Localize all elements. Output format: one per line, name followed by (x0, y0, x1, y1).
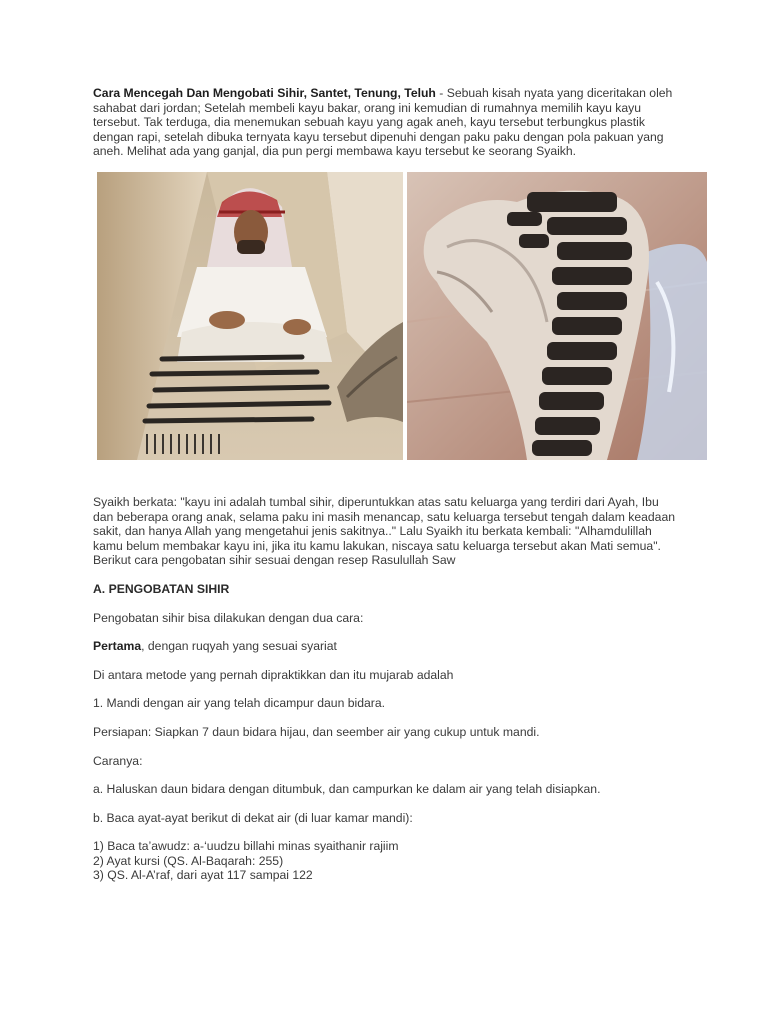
document-page (93, 86, 675, 883)
photo-pair (97, 172, 710, 460)
list-item: 1) Baca ta’awudz: a-‘uudzu billahi minas syaithanir rajiim (93, 839, 399, 854)
section-heading: A. PENGOBATAN SIHIR (93, 581, 230, 596)
verse-list (93, 839, 675, 883)
paragraph-preparation: Persiapan: Siapkan 7 daun bidara hijau, dan seember air yang cukup untuk mandi. (93, 724, 540, 739)
syaikh-quote-paragraph: Syaikh berkata: "kayu ini adalah tumbal sihir, diperuntukkan atas satu keluarga yang terdiri dari Ayah, Ibu dan beberapa orang anak, selama paku ini masih menancap, satu keluarga tersebut tengah dalam keadaan sakit, dan hanya Allah yang mengetahui jenis sakitnya.." Lalu Syaikh itu berkata kembali: "Alhamdulillah kamu belum membakar kayu ini, jika itu kamu lakukan, niscaya satu keluarga tersebut akan Mati semua". Berikut cara pengobatan sihir sesuai dengan resep Rasulullah Saw (93, 494, 676, 568)
photo-man-with-nails (97, 172, 403, 460)
paragraph-first-way (93, 639, 675, 654)
first-way-text: , dengan ruqyah yang sesuai syariat (141, 639, 337, 654)
list-item: 2) Ayat kursi (QS. Al-Baqarah: 255) (93, 853, 284, 868)
photo-nailed-wood (407, 172, 707, 460)
article-title: Cara Mencegah Dan Mengobati Sihir, Santet, Tenung, Teluh (93, 86, 436, 100)
paragraph-caranya: Caranya: (93, 753, 143, 768)
paragraph-step-b: b. Baca ayat-ayat berikut di dekat air (di luar kamar mandi): (93, 810, 413, 825)
paragraph-step-1: 1. Mandi dengan air yang telah dicampur daun bidara. (93, 696, 386, 711)
paragraph-step-a: a. Haluskan daun bidara dengan ditumbuk, dan campurkan ke dalam air yang telah disiapkan. (93, 782, 601, 797)
first-way-label: Pertama (93, 639, 142, 654)
intro-paragraph (93, 86, 675, 159)
paragraph-two-ways: Pengobatan sihir bisa dilakukan dengan dua cara: (93, 610, 364, 625)
list-item: 3) QS. Al-A’raf, dari ayat 117 sampai 122 (93, 868, 313, 883)
paragraph-methods: Di antara metode yang pernah dipraktikkan dan itu mujarab adalah (93, 667, 454, 682)
intro-text: - Sebuah kisah nyata yang diceritakan oleh sahabat dari jordan; Setelah membeli kayu bakar, orang ini kemudian di rumahnya memilih kayu kayu tersebut. Tak terduga, dia menemukan sebuah kayu yang agak aneh, kayu tersebut terbungkus plastik dengan rapi, setelah dibuka ternyata kayu tersebut dipenuhi dengan paku paku dengan pola pakuan yang aneh. Melihat ada yang ganjal, dia pun pergi membawa kayu tersebut ke seorang Syaikh. (93, 86, 673, 159)
